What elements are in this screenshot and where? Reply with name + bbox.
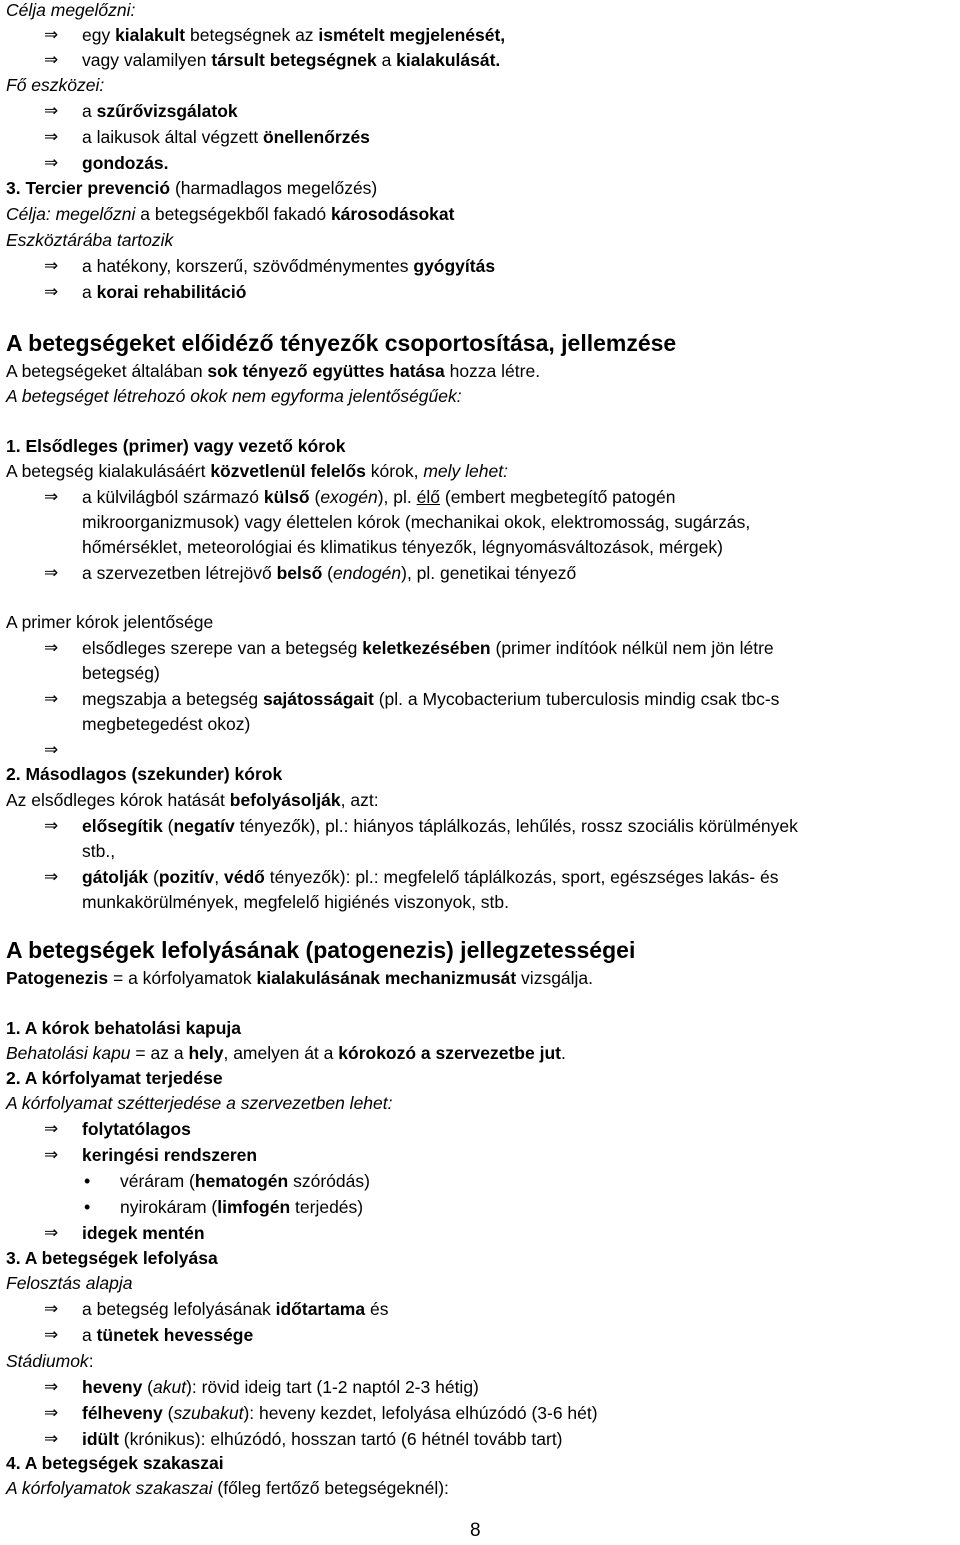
arrow-icon: ⇒ [44, 1429, 59, 1449]
subheading: 1. A kórok behatolási kapuja [6, 1018, 242, 1038]
paragraph: A betegség kialakulásáért közvetlenül felelős kórok, mely lehet: [6, 461, 508, 481]
subheading: 2. A kórfolyamat terjedése [6, 1068, 223, 1088]
list-item: gondozás. [82, 153, 169, 173]
list-item: a betegség lefolyásának időtartama és [82, 1299, 389, 1319]
paragraph: Az elsődleges kórok hatását befolyásolják, azt: [6, 790, 379, 810]
arrow-icon: ⇒ [44, 256, 59, 276]
paragraph: A betegségeket általában sok tényező együttes hatása hozza létre. [6, 361, 541, 381]
list-item: a hatékony, korszerű, szövődménymentes gyógyítás [82, 256, 496, 276]
arrow-icon: ⇒ [44, 1325, 59, 1345]
paragraph: A kórfolyamatok szakaszai (főleg fertőző betegségeknél): [6, 1478, 449, 1498]
list-item: elősegítik (negatív tényezők), pl.: hiányos táplálkozás, lehűlés, rossz szociális körülmények [82, 816, 798, 836]
subheading: 1. Elsődleges (primer) vagy vezető kórok [6, 436, 346, 456]
list-item-cont: betegség) [82, 663, 160, 683]
arrow-icon: ⇒ [44, 1299, 59, 1319]
sub-list-item: nyirokáram (limfogén terjedés) [120, 1197, 364, 1217]
paragraph: A primer kórok jelentősége [6, 612, 214, 632]
section-heading: A betegségek lefolyásának (patogenezis) jellegzetességei [6, 937, 636, 963]
arrow-icon: ⇒ [44, 1377, 59, 1397]
section-heading: A betegségeket előidéző tényezők csoportosítása, jellemzése [6, 330, 677, 356]
paragraph: A kórfolyamat szétterjedése a szervezetben lehet: [6, 1093, 393, 1113]
bullet-icon: • [84, 1197, 91, 1217]
page-number: 8 [470, 1520, 481, 1541]
list-item: a szervezetben létrejövő belső (endogén), pl. genetikai tényező [82, 563, 577, 583]
arrow-icon: ⇒ [44, 50, 59, 70]
arrow-icon: ⇒ [44, 740, 59, 760]
arrow-icon: ⇒ [44, 689, 59, 709]
tercier-title: 3. Tercier prevenció (harmadlagos megelőzés) [6, 178, 378, 198]
subheading: 4. A betegségek szakaszai [6, 1453, 224, 1473]
arrow-icon: ⇒ [44, 816, 59, 836]
paragraph: Behatolási kapu = az a hely, amelyen át a kórokozó a szervezetbe jut. [6, 1043, 566, 1063]
list-item-cont: stb., [82, 841, 116, 861]
list-item-cont: munkakörülmények, megfelelő higiénés viszonyok, stb. [82, 892, 510, 912]
arrow-icon: ⇒ [44, 153, 59, 173]
list-item: a külvilágból származó külső (exogén), pl. élő (embert megbetegítő patogén [82, 487, 676, 507]
paragraph: Felosztás alapja [6, 1273, 133, 1293]
list-item: idegek mentén [82, 1223, 205, 1243]
list-item: keringési rendszeren [82, 1145, 258, 1165]
arrow-icon: ⇒ [44, 1145, 59, 1165]
arrow-icon: ⇒ [44, 1223, 59, 1243]
arrow-icon: ⇒ [44, 867, 59, 887]
list-item: idült (krónikus): elhúzódó, hosszan tartó (6 hétnél tovább tart) [82, 1429, 563, 1449]
tercier-eszkoz-label: Eszköztárába tartozik [6, 230, 174, 250]
arrow-icon: ⇒ [44, 282, 59, 302]
list-item: a laikusok által végzett önellenőrzés [82, 127, 370, 147]
list-item-cont: mikroorganizmusok) vagy élettelen kórok (mechanikai okok, elektromosság, sugárzás, [82, 512, 751, 532]
celja-label: Célja megelőzni: [6, 0, 136, 20]
arrow-icon: ⇒ [44, 25, 59, 45]
arrow-icon: ⇒ [44, 487, 59, 507]
eszkozei-label: Fő eszközei: [6, 75, 105, 95]
subheading: 2. Másodlagos (szekunder) kórok [6, 764, 283, 784]
list-item: félheveny (szubakut): heveny kezdet, lefolyása elhúzódó (3-6 hét) [82, 1403, 598, 1423]
arrow-icon: ⇒ [44, 563, 59, 583]
list-item: a tünetek hevessége [82, 1325, 254, 1345]
list-item-cont: megbetegedést okoz) [82, 714, 251, 734]
sub-list-item: véráram (hematogén szóródás) [120, 1171, 370, 1191]
tercier-cel: Célja: megelőzni a betegségekből fakadó károsodásokat [6, 204, 455, 224]
arrow-icon: ⇒ [44, 101, 59, 121]
list-item: megszabja a betegség sajátosságait (pl. a Mycobacterium tuberculosis mindig csak tbc-s [82, 689, 780, 709]
subheading: 3. A betegségek lefolyása [6, 1248, 218, 1268]
arrow-icon: ⇒ [44, 638, 59, 658]
list-item: egy kialakult betegségnek az ismételt megjelenését, [82, 25, 506, 45]
list-item: a korai rehabilitáció [82, 282, 247, 302]
paragraph: Patogenezis = a kórfolyamatok kialakulásának mechanizmusát vizsgálja. [6, 968, 594, 988]
arrow-icon: ⇒ [44, 127, 59, 147]
list-item: a szűrővizsgálatok [82, 101, 238, 121]
arrow-icon: ⇒ [44, 1119, 59, 1139]
list-item: gátolják (pozitív, védő tényezők): pl.: megfelelő táplálkozás, sport, egészséges lakás- és [82, 867, 779, 887]
bullet-icon: • [84, 1171, 91, 1191]
arrow-icon: ⇒ [44, 1403, 59, 1423]
list-item: heveny (akut): rövid ideig tart (1-2 naptól 2-3 hétig) [82, 1377, 479, 1397]
paragraph: A betegséget létrehozó okok nem egyforma jelentőségűek: [6, 386, 462, 406]
list-item: elsődleges szerepe van a betegség keletkezésében (primer indítóok nélkül nem jön létre [82, 638, 774, 658]
paragraph: Stádiumok: [6, 1351, 94, 1371]
list-item-cont: hőmérséklet, meteorológiai és klimatikus tényezők, légnyomásváltozások, mérgek) [82, 537, 723, 557]
list-item: folytatólagos [82, 1119, 191, 1139]
list-item: vagy valamilyen társult betegségnek a kialakulását. [82, 50, 501, 70]
